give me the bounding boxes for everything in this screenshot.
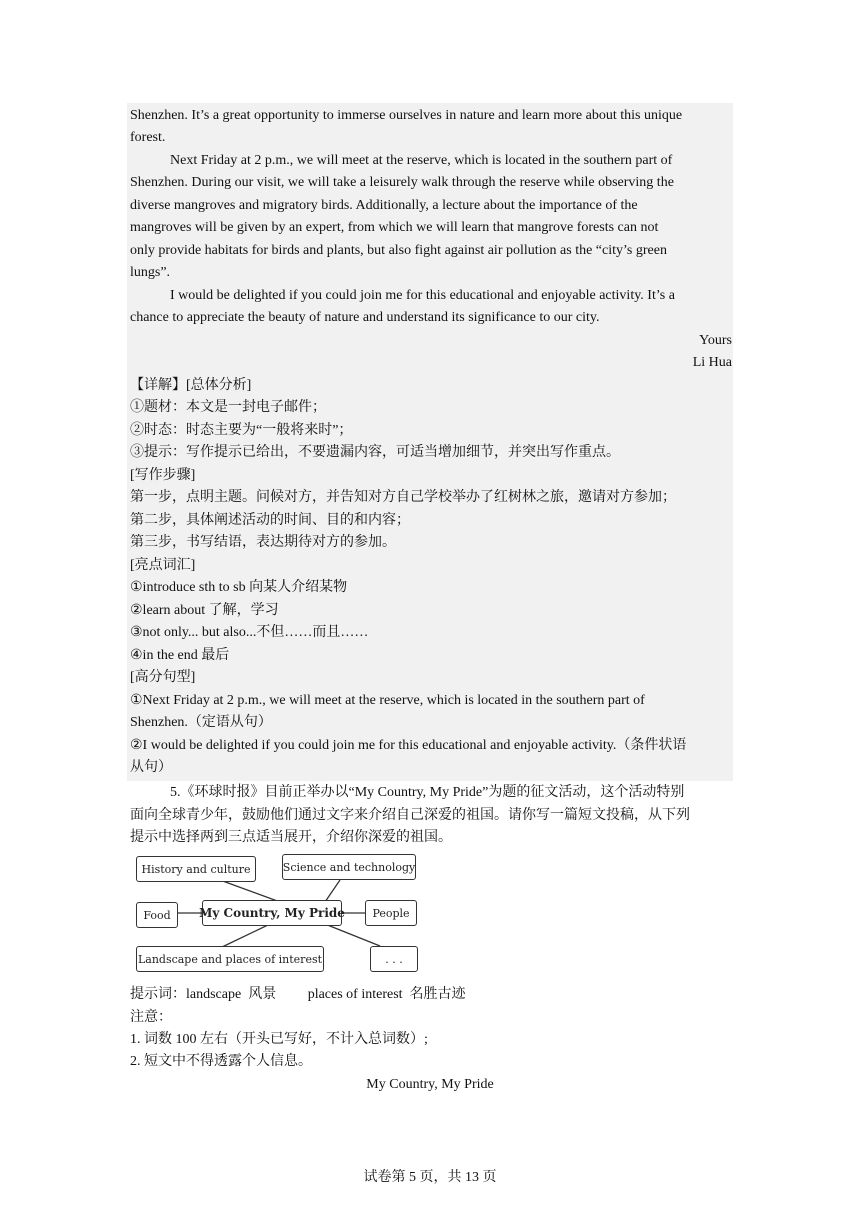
note-item: 2. 短文中不得透露个人信息。 — [130, 1054, 312, 1069]
hint-box-science: Science and technology — [282, 854, 416, 880]
analysis-point: ①题材：本文是一封电子邮件； — [130, 400, 326, 415]
essay-signature: Li Hua — [692, 355, 732, 370]
analysis-heading: 【详解】[总体分析] — [130, 378, 252, 393]
step-item: 第一步，点明主题。问候对方，并告知对方自己学校举办了红树林之旅，邀请对方参加； — [130, 490, 676, 505]
topic-diagram — [130, 850, 422, 978]
essay-line: chance to appreciate the beauty of nature and understand its significance to our city. — [130, 310, 600, 325]
essay-line: forest. — [130, 130, 166, 145]
question-text: 提示中选择两到三点适当展开，介绍你深爱的祖国。 — [130, 830, 452, 845]
vocab-item: ④in the end 最后 — [130, 648, 230, 663]
essay-line: Shenzhen. During our visit, we will take a leisurely walk through the reserve while observing the — [130, 175, 674, 190]
question-text: 5.《环球时报》目前正举办以“My Country, My Pride”为题的征文活动，这个活动特别 — [170, 785, 685, 800]
hint-box-history: History and culture — [136, 856, 256, 882]
vocab-item: ①introduce sth to sb 向某人介绍某物 — [130, 580, 348, 595]
analysis-point: ③提示：写作提示已给出，不要遗漏内容，可适当增加细节，并突出写作重点。 — [130, 445, 620, 460]
essay-title: My Country, My Pride — [366, 1077, 494, 1092]
hint-box-food: Food — [136, 902, 178, 928]
sentence-heading: [高分句型] — [130, 670, 196, 685]
hint-box-people: People — [365, 900, 417, 926]
essay-line: I would be delighted if you could join me for this educational and enjoyable activity. It’s a — [170, 288, 675, 303]
sentence-item: Shenzhen.（定语从句） — [130, 715, 272, 730]
analysis-point: ②时态：时态主要为“一般将来时”； — [130, 423, 353, 438]
steps-heading: [写作步骤] — [130, 468, 196, 483]
sentence-item: 从句） — [130, 760, 172, 775]
step-item: 第二步，具体阐述活动的时间、目的和内容； — [130, 513, 410, 528]
page-footer: 试卷第 5 页，共 13 页 — [363, 1170, 497, 1185]
note-heading: 注意： — [130, 1010, 172, 1025]
step-item: 第三步，书写结语，表达期待对方的参加。 — [130, 535, 396, 550]
note-item: 1. 词数 100 左右（开头已写好，不计入总词数）; — [130, 1032, 428, 1047]
essay-line: mangroves will be given by an expert, from which we will learn that mangrove forests can not — [130, 220, 659, 235]
essay-line: Shenzhen. It’s a great opportunity to immerse ourselves in nature and learn more about this unique — [130, 108, 683, 123]
hint-words: 提示词：landscape 风景 places of interest 名胜古迹 — [130, 987, 466, 1002]
vocab-item: ②learn about 了解，学习 — [130, 603, 279, 618]
hint-box-more: . . . — [370, 946, 418, 972]
vocab-item: ③not only... but also...不但……而且…… — [130, 625, 369, 640]
essay-line: only provide habitats for birds and plants, but also fight against air pollution as the “city’s green — [130, 243, 667, 258]
essay-line: diverse mangroves and migratory birds. Additionally, a lecture about the importance of the — [130, 198, 638, 213]
hint-box-center: My Country, My Pride — [202, 900, 342, 926]
sentence-item: ②I would be delighted if you could join me for this educational and enjoyable activity.（条件状语 — [130, 738, 687, 753]
essay-line: lungs”. — [130, 265, 171, 280]
essay-line: Next Friday at 2 p.m., we will meet at the reserve, which is located in the southern part of — [170, 153, 673, 168]
sentence-item: ①Next Friday at 2 p.m., we will meet at the reserve, which is located in the southern part of — [130, 693, 645, 708]
hint-box-landscape: Landscape and places of interest — [136, 946, 324, 972]
question-text: 面向全球青少年，鼓励他们通过文字来介绍自己深爱的祖国。请你写一篇短文投稿，从下列 — [130, 808, 690, 823]
vocab-heading: [亮点词汇] — [130, 558, 196, 573]
essay-closing: Yours — [699, 333, 732, 348]
